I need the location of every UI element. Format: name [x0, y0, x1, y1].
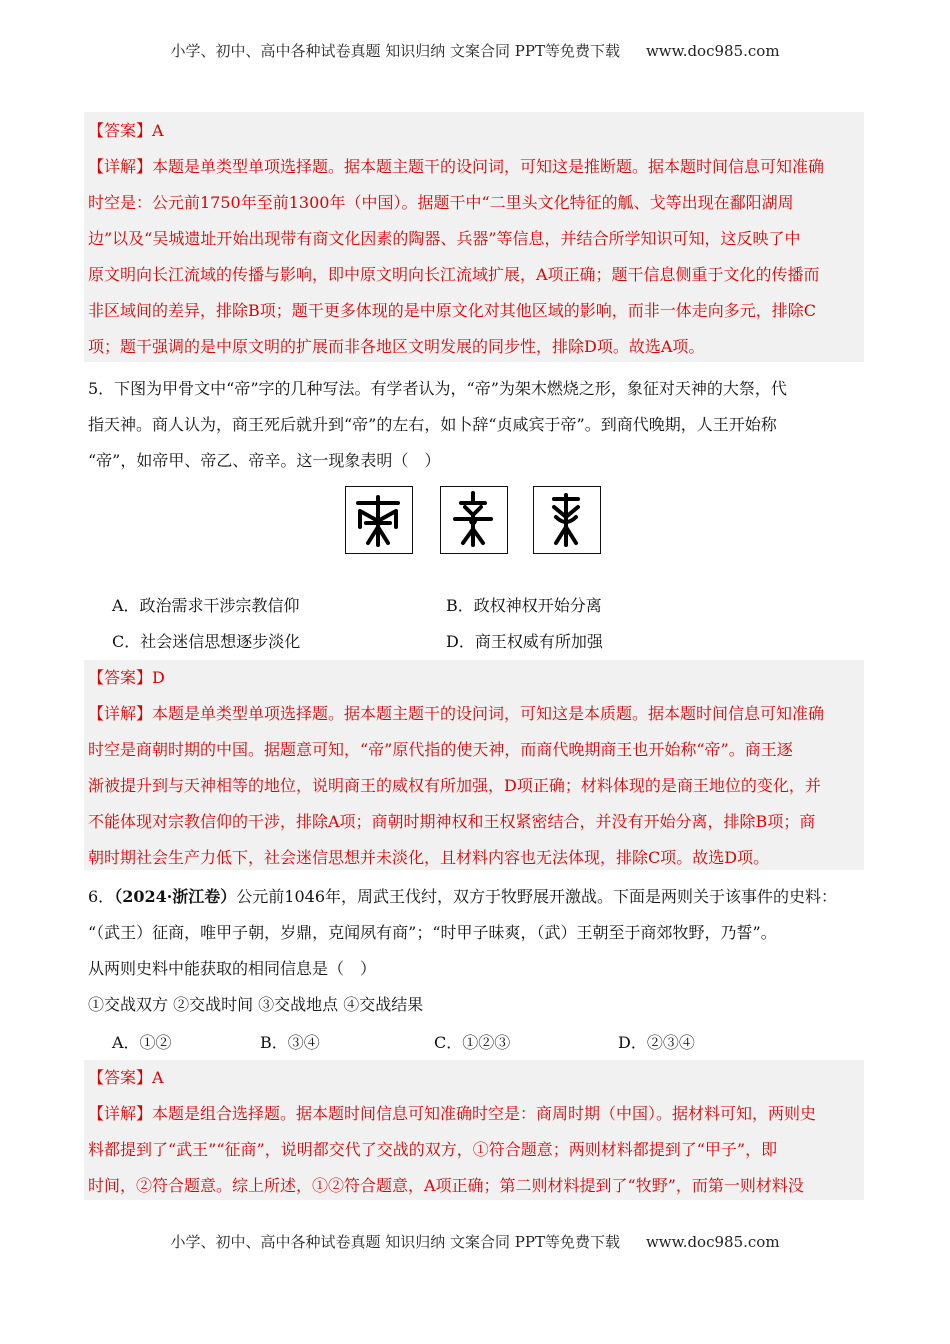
- page-footer: [0, 1231, 950, 1252]
- oracle-bone-figure: [345, 486, 603, 556]
- q5-option-b[interactable]: B．政权神权开始分离: [446, 596, 602, 615]
- oracle-glyph-di-3: [533, 486, 601, 554]
- q4-detail-line: 【详解】本题是单类型单项选择题。据本题主题干的设问词，可知这是推断题。据本题时间信息可知准确: [88, 157, 825, 176]
- q6-answer: 【答案】A: [88, 1068, 164, 1087]
- q5-detail-line: 朝时期社会生产力低下，社会迷信思想并未淡化，且材料内容也无法体现，排除C项。故选D项。: [88, 848, 770, 867]
- oracle-glyph-di-1: [345, 486, 413, 554]
- q5-stem-line: 5．下图为甲骨文中“帝”字的几种写法。有学者认为，“帝”为架木燃烧之形，象征对天神的大祭，代: [88, 379, 787, 398]
- q6-stem-first-line: [88, 884, 866, 907]
- footer-text: 小学、初中、高中各种试卷真题 知识归纳 文案合同 PPT等免费下载: [170, 1233, 620, 1251]
- q5-detail-line: 不能体现对宗教信仰的干涉，排除A项；商朝时期神权和王权紧密结合，并没有开始分离，排除B项；商: [88, 812, 816, 831]
- q6-source: （2024·浙江卷）: [114, 887, 237, 906]
- q6-option-b[interactable]: B．③④: [260, 1033, 320, 1052]
- q4-detail-line: 非区域间的差异，排除B项；题干更多体现的是中原文化对其他区域的影响，而非一体走向多元，排除C: [88, 301, 817, 320]
- q6-detail-line: 料都提到了“武王”“征商”，说明都交代了交战的双方，①符合题意；两则材料都提到了“甲子”，即: [88, 1140, 778, 1159]
- q5-option-a[interactable]: A．政治需求干涉宗教信仰: [112, 596, 300, 615]
- q5-detail-line: 时空是商朝时期的中国。据题意可知，“帝”原代指的使天神，而商代晚期商王也开始称“帝”。商王逐: [88, 740, 793, 759]
- q4-answer-block: [84, 112, 864, 362]
- q5-option-d[interactable]: D．商王权威有所加强: [446, 632, 603, 651]
- oracle-glyph-di-2: [440, 486, 508, 554]
- q6-stem-line: ①交战双方 ②交战时间 ③交战地点 ④交战结果: [88, 995, 424, 1014]
- q4-detail-line: 边”以及“吴城遗址开始出现带有商文化因素的陶器、兵器”等信息，并结合所学知识可知，这反映了中: [88, 229, 801, 248]
- q6-detail-line: 时间，②符合题意。综上所述，①②符合题意，A项正确；第二则材料提到了“牧野”，而第一则材料没: [88, 1176, 804, 1195]
- header-text: 小学、初中、高中各种试卷真题 知识归纳 文案合同 PPT等免费下载: [170, 42, 620, 60]
- q6-stem-line: 从两则史料中能获取的相同信息是（ ）: [88, 959, 377, 978]
- q5-answer-block: [84, 660, 864, 870]
- q5-stem-line: “帝”，如帝甲、帝乙、帝辛。这一现象表明（ ）: [88, 451, 441, 470]
- q6-detail-line: 【详解】本题是组合选择题。据本题时间信息可知准确时空是：商周时期（中国）。据材料可知，两则史: [88, 1104, 817, 1123]
- q5-detail-line: 【详解】本题是单类型单项选择题。据本题主题干的设问词，可知这是本质题。据本题时间信息可知准确: [88, 704, 825, 723]
- q5-answer: 【答案】D: [88, 668, 165, 687]
- q6-number: 6．: [88, 887, 115, 906]
- q6-answer-block: [84, 1060, 864, 1200]
- q4-detail-line: 项；题干强调的是中原文明的扩展而非各地区文明发展的同步性，排除D项。故选A项。: [88, 337, 705, 356]
- q5-option-c[interactable]: C．社会迷信思想逐步淡化: [112, 632, 301, 651]
- q5-detail-line: 渐被提升到与天神相等的地位，说明商王的威权有所加强，D项正确；材料体现的是商王地位的变化，并: [88, 776, 821, 795]
- q4-answer: 【答案】A: [88, 121, 164, 140]
- footer-site-link[interactable]: www.doc985.com: [645, 1233, 780, 1251]
- q6-option-c[interactable]: C．①②③: [434, 1033, 511, 1052]
- q6-stem-text: 公元前1046年，周武王伐纣，双方于牧野展开激战。下面是两则关于该事件的史料：: [236, 887, 838, 906]
- q4-detail-line: 原文明向长江流域的传播与影响，即中原文明向长江流域扩展，A项正确；题干信息侧重于文化的传播而: [88, 265, 820, 284]
- q5-stem-line: 指天神。商人认为，商王死后就升到“帝”的左右，如卜辞“贞咸宾于帝”。到商代晚期，人王开始称: [88, 415, 777, 434]
- q6-stem-line: “（武王）征商，唯甲子朝，岁鼎，克闻夙有商”；“时甲子昧爽，（武）王朝至于商郊牧野，乃誓”。: [88, 923, 777, 942]
- q6-option-d[interactable]: D．②③④: [618, 1033, 695, 1052]
- page-header: [0, 40, 950, 61]
- header-site-link[interactable]: www.doc985.com: [645, 42, 780, 60]
- q6-option-a[interactable]: A．①②: [112, 1033, 172, 1052]
- q4-detail-line: 时空是：公元前1750年至前1300年（中国）。据题干中“二里头文化特征的觚、戈等出现在鄱阳湖周: [88, 193, 794, 212]
